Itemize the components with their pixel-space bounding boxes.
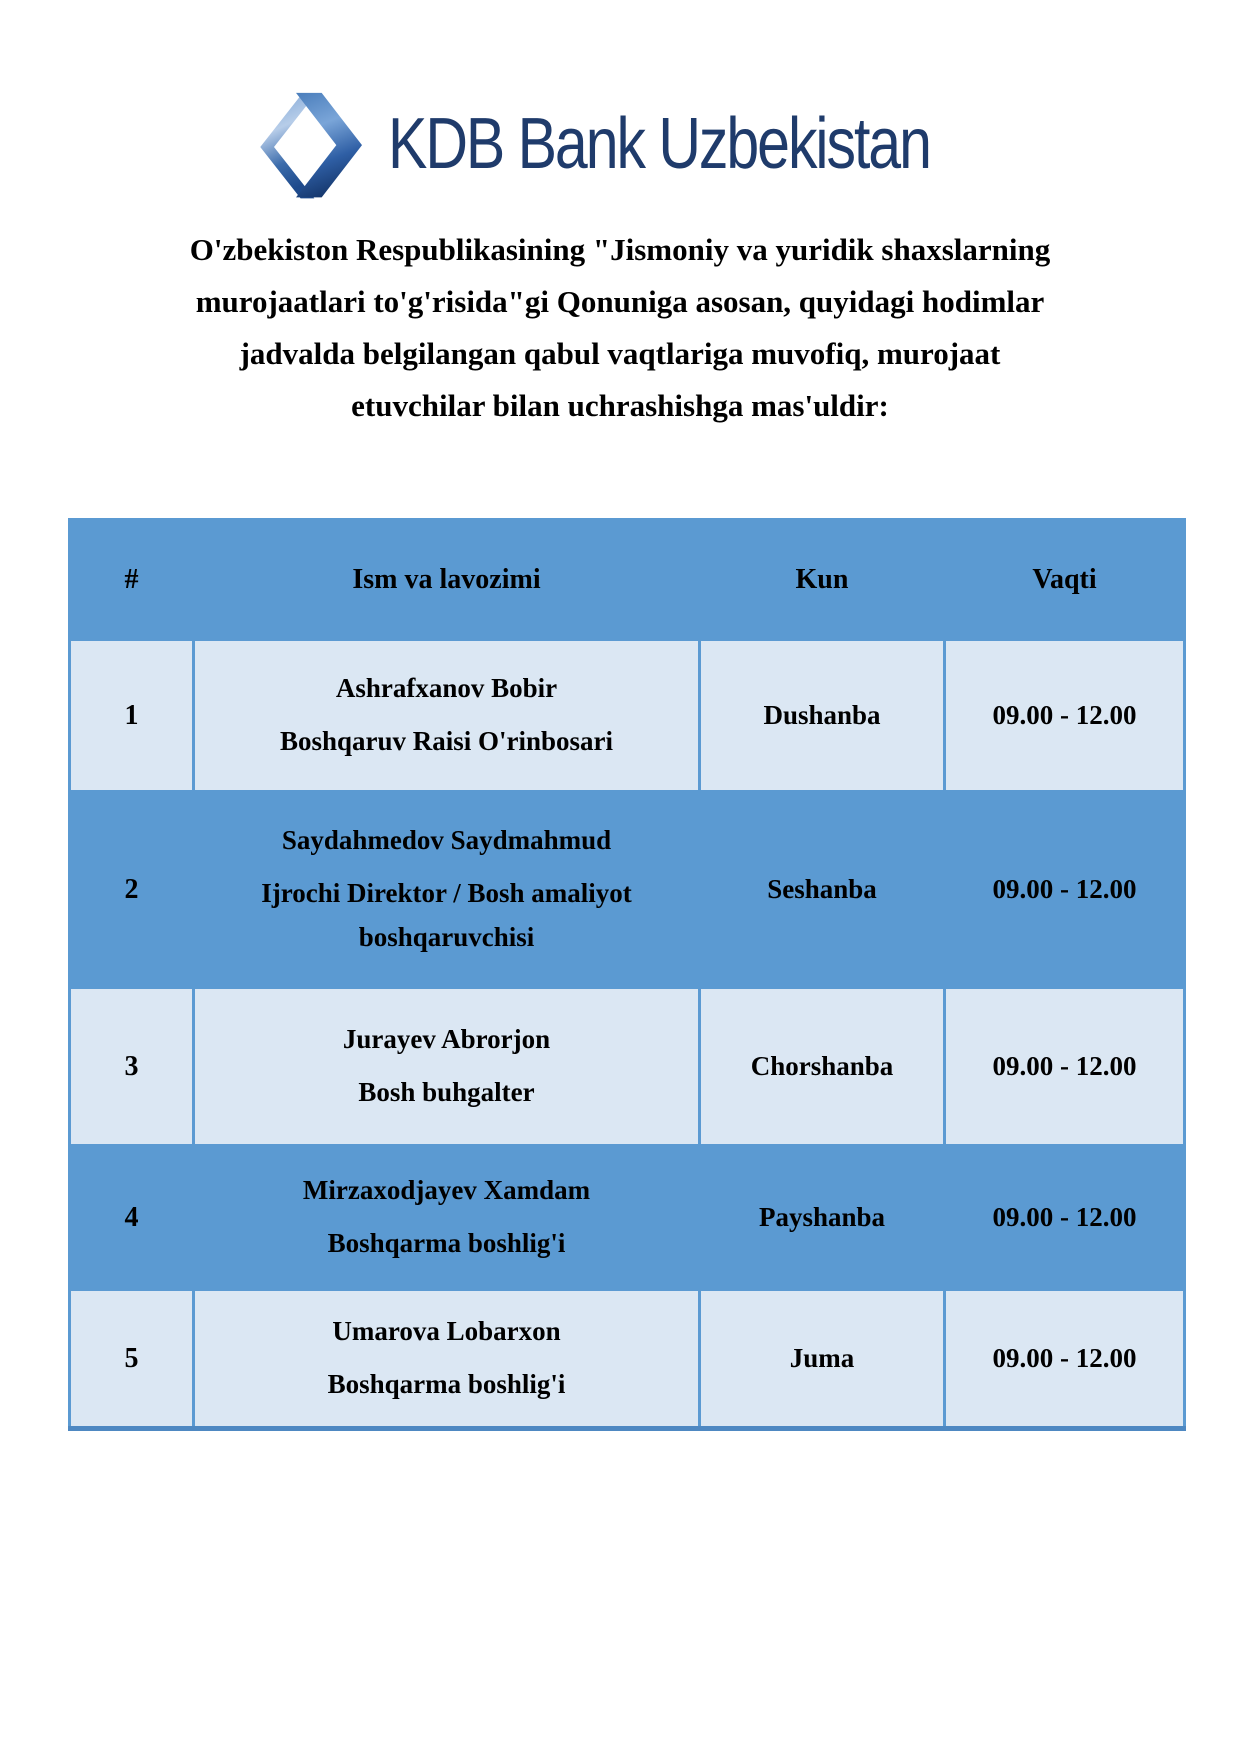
kdb-logo-mark-icon xyxy=(252,88,362,206)
table-row xyxy=(70,1290,1185,1429)
row-time: 09.00 - 12.00 xyxy=(945,792,1185,988)
header-time: Vaqti xyxy=(945,520,1185,640)
row-time: 09.00 - 12.00 xyxy=(945,1290,1185,1429)
reception-schedule-table xyxy=(68,518,1186,1431)
row-number: 4 xyxy=(70,1146,194,1290)
bank-logo xyxy=(252,88,1049,206)
row-name-position xyxy=(194,640,700,792)
intro-line: etuvchilar bilan uchrashishga mas'uldir: xyxy=(351,388,889,423)
row-day: Chorshanba xyxy=(700,988,945,1146)
intro-line: O'zbekiston Respublikasining "Jismoniy va yuridik shaxslarning xyxy=(189,232,1051,267)
table-row xyxy=(70,1146,1185,1290)
table-row xyxy=(70,640,1185,792)
table-header-row xyxy=(70,520,1185,640)
person-position: Boshqarma boshlig'i xyxy=(327,1369,566,1399)
row-name-position xyxy=(194,1146,700,1290)
person-position: Bosh buhgalter xyxy=(358,1077,535,1107)
table-row xyxy=(70,988,1185,1146)
row-number: 2 xyxy=(70,792,194,988)
person-name: Mirzaxodjayev Xamdam xyxy=(302,1175,591,1206)
row-day: Juma xyxy=(700,1290,945,1429)
table-row xyxy=(70,792,1185,988)
header-day: Kun xyxy=(700,520,945,640)
person-position: Boshqarma boshlig'i xyxy=(327,1228,566,1258)
row-name-position xyxy=(194,988,700,1146)
header-name-position: Ism va lavozimi xyxy=(194,520,700,640)
row-number: 5 xyxy=(70,1290,194,1429)
row-time: 09.00 - 12.00 xyxy=(945,988,1185,1146)
person-position: Ijrochi Direktor / Bosh amaliyot boshqaruvchisi xyxy=(261,878,632,952)
row-name-position xyxy=(194,1290,700,1429)
row-day: Seshanba xyxy=(700,792,945,988)
row-number: 1 xyxy=(70,640,194,792)
person-name: Ashrafxanov Bobir xyxy=(335,673,558,704)
person-name: Umarova Lobarxon xyxy=(332,1316,561,1347)
intro-line: jadvalda belgilangan qabul vaqtlariga muvofiq, murojaat xyxy=(239,336,1001,371)
row-time: 09.00 - 12.00 xyxy=(945,640,1185,792)
header-number: # xyxy=(70,520,194,640)
intro-paragraph xyxy=(70,224,1170,432)
row-day: Dushanba xyxy=(700,640,945,792)
row-name-position xyxy=(194,792,700,988)
row-day: Payshanba xyxy=(700,1146,945,1290)
person-position: Boshqaruv Raisi O'rinbosari xyxy=(279,726,614,756)
bank-logo-text: KDB Bank Uzbekistan xyxy=(388,104,930,184)
row-number: 3 xyxy=(70,988,194,1146)
person-name: Saydahmedov Saydmahmud xyxy=(281,825,612,856)
intro-line: murojaatlari to'g'risida"gi Qonuniga asosan, quyidagi hodimlar xyxy=(195,284,1045,319)
person-name: Jurayev Abrorjon xyxy=(342,1024,551,1055)
row-time: 09.00 - 12.00 xyxy=(945,1146,1185,1290)
